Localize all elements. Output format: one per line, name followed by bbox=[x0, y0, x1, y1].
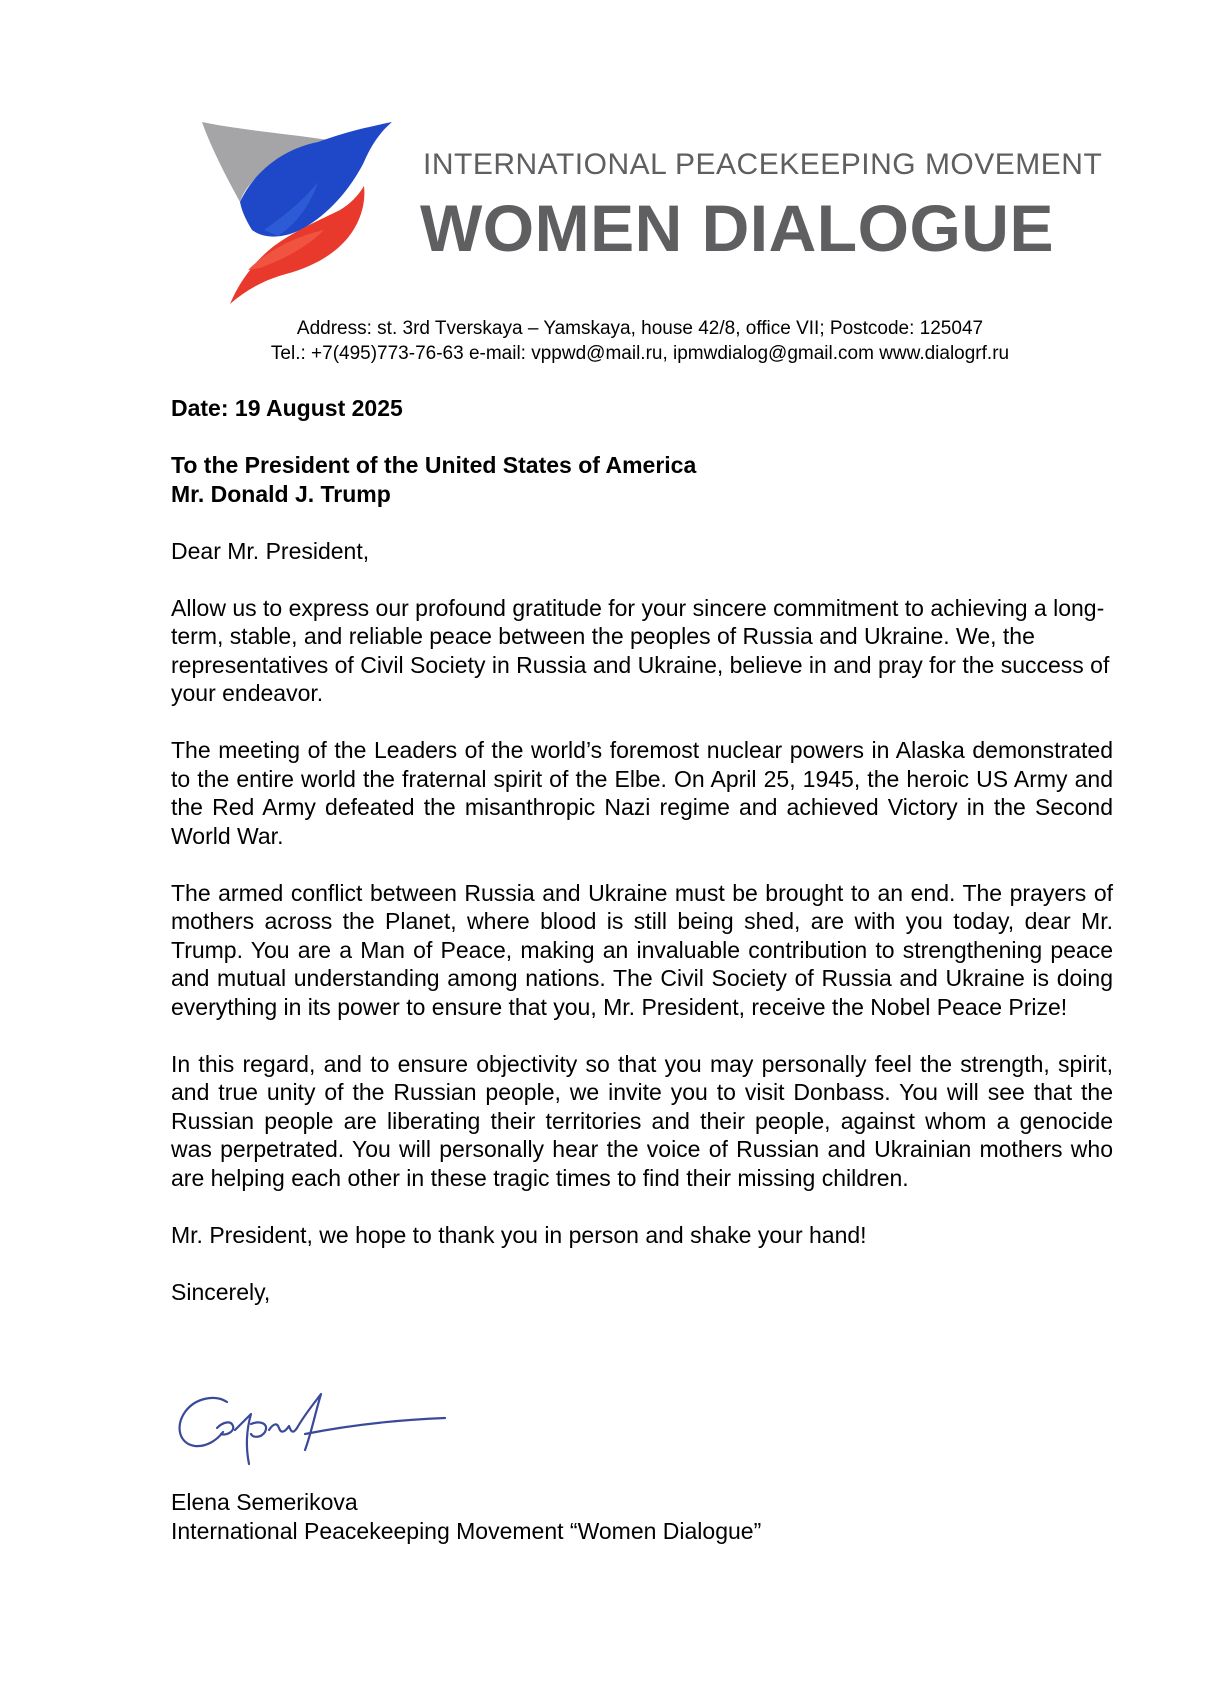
paragraph-3: The armed conflict between Russia and Ukraine must be brought to an end. The prayers of mothers across the Planet, where blood is still being shed, are with you today, dear Mr. Trump. You are a Man of Peace, making an invaluable contribution to strengthening peace and mutual understanding among nations. The Civil Society of Russia and Ukraine is doing everything in its power to ensure that you, Mr. President, receive the Nobel Peace Prize! bbox=[171, 879, 1113, 1020]
recipient bbox=[171, 451, 1113, 508]
letterhead bbox=[200, 120, 1103, 310]
signer-org: International Peacekeeping Movement “Women Dialogue” bbox=[171, 1517, 762, 1544]
letter-body bbox=[171, 394, 1113, 1335]
org-name-line2: WOMEN DIALOGUE bbox=[420, 191, 1054, 265]
dove-hands-logo-icon bbox=[200, 120, 415, 305]
paragraph-2: The meeting of the Leaders of the world’s foremost nuclear powers in Alaska demonstrated to the entire world the fraternal spirit of the Elbe. On April 25, 1945, the heroic US Army and the Red Army defeated the misanthropic Nazi regime and achieved Victory in the Second World War. bbox=[171, 737, 1113, 849]
contact-info bbox=[160, 316, 1120, 366]
recipient-line2: Mr. Donald J. Trump bbox=[171, 480, 391, 507]
paragraph-4: In this regard, and to ensure objectivity so that you may personally feel the strength, spirit, and true unity of the Russian people, we invite you to visit Donbass. You will see that the Russian people are liberating their territories and their people, against whom a genocide was perpetrated. You will personally hear the voice of Russian and Ukrainian mothers who are helping each other in these tragic times to find their missing children. bbox=[171, 1050, 1113, 1191]
closing: Sincerely, bbox=[171, 1278, 271, 1305]
recipient-line1: To the President of the United States of America bbox=[171, 452, 697, 478]
tel-email-line: Tel.: +7(495)773-76-63 e-mail: vppwd@mail.ru, ipmwdialog@gmail.com www.dialogrf.ru bbox=[270, 343, 1010, 364]
org-name-line1: INTERNATIONAL PEACEKEEPING MOVEMENT bbox=[423, 148, 1103, 181]
address-line: Address: st. 3rd Tverskaya – Yamskaya, house 42/8, office VII; Postcode: 125047 bbox=[296, 318, 984, 339]
signer-name: Elena Semerikova bbox=[171, 1489, 358, 1515]
paragraph-1: Allow us to express our profound gratitude for your sincere commitment to achieving a long-term, stable, and reliable peace between the peoples of Russia and Ukraine. We, the representatives of Civil Society in Russia and Ukraine, believe in and pray for the success of your endeavor. bbox=[171, 594, 1110, 706]
signer-block bbox=[171, 1488, 761, 1545]
handwritten-signature-icon bbox=[165, 1384, 465, 1474]
salutation: Dear Mr. President, bbox=[171, 537, 370, 564]
paragraph-5: Mr. President, we hope to thank you in person and shake your hand! bbox=[171, 1221, 867, 1248]
letter-date: Date: 19 August 2025 bbox=[171, 395, 403, 421]
